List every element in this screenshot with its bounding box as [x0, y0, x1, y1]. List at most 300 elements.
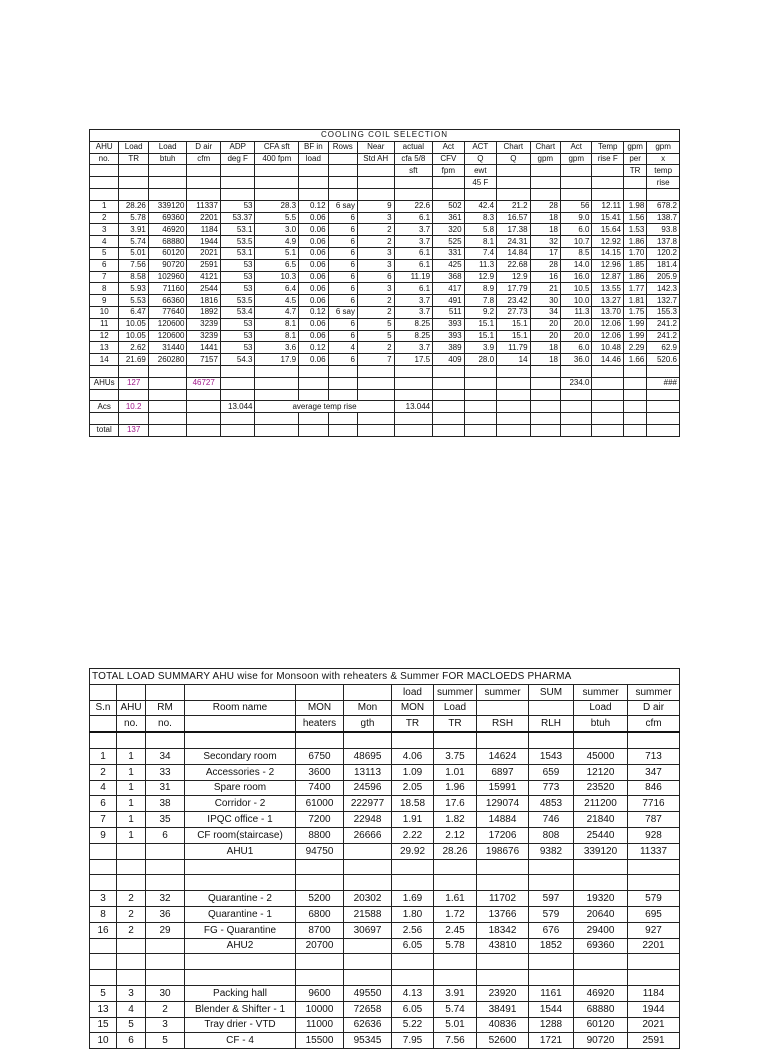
- table-cell: 2: [117, 906, 146, 922]
- table-cell: [119, 389, 148, 401]
- table-cell: 5.22: [392, 1017, 434, 1033]
- table-cell: 5: [90, 985, 117, 1001]
- table-cell: 23520: [574, 780, 628, 796]
- table-cell: 15: [90, 1017, 117, 1033]
- table-cell: 8: [90, 283, 119, 295]
- table-cell: 38491: [477, 1001, 529, 1017]
- table-cell: 137: [119, 424, 148, 436]
- table-cell: 20640: [574, 906, 628, 922]
- table-cell: [328, 424, 357, 436]
- table-cell: 241.2: [647, 330, 680, 342]
- table-cell: 0.06: [299, 295, 328, 307]
- table-cell: 6: [328, 271, 357, 283]
- table-cell: [464, 365, 496, 377]
- table-cell: 14.0: [561, 259, 592, 271]
- table-cell: 2.05: [392, 780, 434, 796]
- table-cell: [433, 365, 464, 377]
- table-cell: [394, 424, 433, 436]
- table-cell: [220, 413, 255, 425]
- table-cell: 1.91: [392, 812, 434, 828]
- table-cell: 14884: [477, 812, 529, 828]
- table-cell: 6: [117, 1033, 146, 1049]
- column-header: Load: [434, 700, 477, 716]
- table-cell: total: [90, 424, 119, 436]
- table-cell: [592, 401, 623, 413]
- table-cell: [647, 413, 680, 425]
- table-cell: 18: [530, 224, 560, 236]
- table-cell: [574, 970, 628, 986]
- table-cell: 0.06: [299, 247, 328, 259]
- table-cell: 53.37: [220, 212, 255, 224]
- table-cell: 1.80: [392, 906, 434, 922]
- table-cell: 10.48: [592, 342, 623, 354]
- table-cell: [146, 875, 185, 891]
- table-cell: 2.22: [392, 827, 434, 843]
- table-cell: 6: [328, 318, 357, 330]
- table-cell: 17.6: [434, 796, 477, 812]
- table-cell: [185, 954, 296, 970]
- table-cell: 20.0: [561, 318, 592, 330]
- table-cell: 525: [433, 236, 464, 248]
- table-cell: [497, 377, 531, 389]
- table-cell: [477, 859, 529, 875]
- table-cell: [623, 365, 646, 377]
- table-cell: 5: [117, 1017, 146, 1033]
- table-cell: [344, 970, 392, 986]
- table-cell: Acs: [90, 401, 119, 413]
- table-cell: 90720: [148, 259, 187, 271]
- table-cell: 6: [328, 295, 357, 307]
- column-header: AHU: [90, 141, 119, 153]
- column-header: btuh: [148, 153, 187, 165]
- table-cell: 15.64: [592, 224, 623, 236]
- column-header: [530, 165, 560, 177]
- table-cell: 1.99: [623, 318, 646, 330]
- table-cell: 8.1: [464, 236, 496, 248]
- ahu-subtotal-row: [90, 843, 680, 859]
- column-header: TR: [434, 716, 477, 732]
- table-cell: 30: [146, 985, 185, 1001]
- table-cell: 6897: [477, 764, 529, 780]
- table-cell: 5.78: [119, 212, 148, 224]
- table-cell: [187, 365, 221, 377]
- table-cell: [434, 732, 477, 748]
- table-cell: 6: [328, 283, 357, 295]
- table-cell: [433, 389, 464, 401]
- table-cell: [529, 732, 574, 748]
- table-cell: 6 say: [328, 200, 357, 212]
- table-cell: [433, 377, 464, 389]
- column-header: [220, 165, 255, 177]
- table-cell: [433, 401, 464, 413]
- table-cell: 71160: [148, 283, 187, 295]
- cooling-data-row: [90, 342, 680, 354]
- table-cell: [433, 188, 464, 200]
- table-cell: 3.0: [255, 224, 299, 236]
- column-header: [357, 165, 394, 177]
- table-cell: 9.2: [464, 306, 496, 318]
- table-cell: 7.8: [464, 295, 496, 307]
- table-cell: 23920: [477, 985, 529, 1001]
- table-cell: [90, 365, 119, 377]
- table-cell: 6.1: [394, 259, 433, 271]
- table-cell: [392, 954, 434, 970]
- column-header: gpm: [623, 141, 646, 153]
- table-cell: [328, 377, 357, 389]
- table-cell: [119, 365, 148, 377]
- column-header: per: [623, 153, 646, 165]
- table-cell: 120600: [148, 330, 187, 342]
- table-cell: [561, 424, 592, 436]
- column-header: [299, 165, 328, 177]
- table-cell: 3.6: [255, 342, 299, 354]
- table-cell: 393: [433, 330, 464, 342]
- table-cell: 5.93: [119, 283, 148, 295]
- table-cell: [464, 377, 496, 389]
- table-cell: [117, 684, 146, 700]
- table-cell: 2.45: [434, 922, 477, 938]
- table-cell: 6: [90, 259, 119, 271]
- column-header: D air: [628, 700, 680, 716]
- table-cell: 0.06: [299, 224, 328, 236]
- table-cell: 5.74: [119, 236, 148, 248]
- table-cell: 18342: [477, 922, 529, 938]
- table-cell: 5.1: [255, 247, 299, 259]
- table-cell: 95345: [344, 1033, 392, 1049]
- table-cell: 579: [529, 906, 574, 922]
- table-cell: 77640: [148, 306, 187, 318]
- table-cell: [623, 377, 646, 389]
- table-cell: 6: [90, 796, 117, 812]
- table-cell: 28.0: [464, 354, 496, 366]
- table-cell: Blender & Shifter - 1: [185, 1001, 296, 1017]
- table-cell: 8.25: [394, 318, 433, 330]
- table-cell: [344, 843, 392, 859]
- table-cell: 8: [90, 906, 117, 922]
- table-cell: [497, 389, 531, 401]
- table-cell: 28.26: [119, 200, 148, 212]
- table-cell: 11: [90, 318, 119, 330]
- table-cell: [90, 843, 117, 859]
- table-cell: 11000: [296, 1017, 344, 1033]
- table-cell: [647, 188, 680, 200]
- table-cell: 32: [530, 236, 560, 248]
- table-cell: 45000: [574, 748, 628, 764]
- column-header: [477, 700, 529, 716]
- table-cell: [628, 970, 680, 986]
- column-header: Load: [119, 141, 148, 153]
- table-cell: 1721: [529, 1033, 574, 1049]
- column-header: TR: [623, 165, 646, 177]
- table-cell: AHUs: [90, 377, 119, 389]
- table-cell: 68880: [148, 236, 187, 248]
- table-cell: 36: [146, 906, 185, 922]
- table-cell: 0.06: [299, 236, 328, 248]
- table-cell: 13.70: [592, 306, 623, 318]
- table-cell: 29: [146, 922, 185, 938]
- table-cell: 511: [433, 306, 464, 318]
- table-cell: [296, 859, 344, 875]
- table-cell: 260280: [148, 354, 187, 366]
- table-cell: [296, 732, 344, 748]
- table-cell: 11.3: [561, 306, 592, 318]
- table-cell: 1.66: [623, 354, 646, 366]
- table-cell: [464, 424, 496, 436]
- table-cell: 211200: [574, 796, 628, 812]
- table-cell: 678.2: [647, 200, 680, 212]
- table-cell: [497, 413, 531, 425]
- table-cell: 28.3: [255, 200, 299, 212]
- summary-data-row: [90, 796, 680, 812]
- column-header: rise F: [592, 153, 623, 165]
- table-cell: [529, 859, 574, 875]
- column-header: AHU: [117, 700, 146, 716]
- table-cell: 13.044: [394, 401, 433, 413]
- table-cell: 36.0: [561, 354, 592, 366]
- table-cell: 11702: [477, 891, 529, 907]
- table-cell: 40836: [477, 1017, 529, 1033]
- cooling-data-row: [90, 247, 680, 259]
- table-cell: [185, 732, 296, 748]
- blank-row: [90, 970, 680, 986]
- table-cell: 15.1: [464, 318, 496, 330]
- table-cell: [529, 875, 574, 891]
- table-cell: 20302: [344, 891, 392, 907]
- blank-row: [90, 365, 680, 377]
- table-cell: 417: [433, 283, 464, 295]
- table-cell: 7: [90, 812, 117, 828]
- table-cell: [392, 732, 434, 748]
- table-cell: 15.41: [592, 212, 623, 224]
- table-cell: [146, 954, 185, 970]
- column-header: CFA sft: [255, 141, 299, 153]
- table-cell: 28: [530, 200, 560, 212]
- table-cell: [148, 413, 187, 425]
- table-cell: 127: [119, 377, 148, 389]
- column-header: [255, 177, 299, 189]
- table-cell: 4.5: [255, 295, 299, 307]
- table-cell: 31440: [148, 342, 187, 354]
- column-header: [185, 716, 296, 732]
- table-cell: [623, 424, 646, 436]
- table-cell: [328, 389, 357, 401]
- table-cell: 2: [357, 295, 394, 307]
- table-cell: [187, 188, 221, 200]
- table-cell: 2: [357, 342, 394, 354]
- table-cell: Corridor - 2: [185, 796, 296, 812]
- table-cell: 132.7: [647, 295, 680, 307]
- table-cell: 48695: [344, 748, 392, 764]
- table-cell: [530, 413, 560, 425]
- table-cell: [299, 413, 328, 425]
- column-header: [90, 716, 117, 732]
- cooling-title: COOLING COIL SELECTION: [90, 130, 680, 142]
- table-cell: 1.96: [434, 780, 477, 796]
- table-cell: [220, 424, 255, 436]
- table-cell: 8.9: [464, 283, 496, 295]
- table-cell: 53: [220, 271, 255, 283]
- table-cell: 787: [628, 812, 680, 828]
- table-cell: 5.01: [434, 1017, 477, 1033]
- table-cell: [464, 413, 496, 425]
- table-cell: [344, 732, 392, 748]
- table-cell: 28: [530, 259, 560, 271]
- column-header: RLH: [529, 716, 574, 732]
- summary-header-row: [90, 716, 680, 732]
- table-cell: 5: [357, 318, 394, 330]
- table-cell: 10.05: [119, 318, 148, 330]
- column-header: ewt: [464, 165, 496, 177]
- table-cell: 5.5: [255, 212, 299, 224]
- table-cell: 13113: [344, 764, 392, 780]
- table-cell: [647, 424, 680, 436]
- table-cell: [90, 875, 117, 891]
- table-cell: [497, 424, 531, 436]
- table-cell: 29.92: [392, 843, 434, 859]
- column-header: cfm: [628, 716, 680, 732]
- table-cell: [146, 843, 185, 859]
- table-cell: 25440: [574, 827, 628, 843]
- table-cell: [394, 413, 433, 425]
- table-cell: AHU2: [185, 938, 296, 954]
- table-cell: summer: [628, 684, 680, 700]
- cooling-data-row: [90, 200, 680, 212]
- table-cell: FG - Quarantine: [185, 922, 296, 938]
- table-cell: 676: [529, 922, 574, 938]
- table-cell: IPQC office - 1: [185, 812, 296, 828]
- table-cell: 7.4: [464, 247, 496, 259]
- table-cell: [592, 365, 623, 377]
- column-header: BF in: [299, 141, 328, 153]
- column-header: S.n: [90, 700, 117, 716]
- table-cell: 1: [117, 812, 146, 828]
- table-cell: 18: [530, 354, 560, 366]
- table-cell: 1816: [187, 295, 221, 307]
- blank-row: [90, 413, 680, 425]
- table-cell: 15.1: [497, 330, 531, 342]
- table-cell: 46920: [148, 224, 187, 236]
- table-cell: 16: [90, 922, 117, 938]
- table-cell: 24596: [344, 780, 392, 796]
- table-cell: [434, 859, 477, 875]
- table-cell: 52600: [477, 1033, 529, 1049]
- table-cell: 72658: [344, 1001, 392, 1017]
- column-header: rise: [647, 177, 680, 189]
- table-cell: 3.7: [394, 306, 433, 318]
- table-cell: 3.91: [119, 224, 148, 236]
- table-cell: 8700: [296, 922, 344, 938]
- table-cell: 120.2: [647, 247, 680, 259]
- table-cell: 198676: [477, 843, 529, 859]
- table-cell: 520.6: [647, 354, 680, 366]
- table-cell: 15500: [296, 1033, 344, 1049]
- table-cell: [497, 365, 531, 377]
- table-cell: 3.7: [394, 342, 433, 354]
- cooling-header-row: [90, 177, 680, 189]
- table-cell: 16.57: [497, 212, 531, 224]
- table-cell: 0.06: [299, 259, 328, 271]
- table-cell: 3.7: [394, 224, 433, 236]
- summary-data-row: [90, 906, 680, 922]
- table-cell: 4: [117, 1001, 146, 1017]
- table-cell: [433, 424, 464, 436]
- table-cell: 6: [357, 271, 394, 283]
- table-cell: 46727: [187, 377, 221, 389]
- table-cell: 15.1: [497, 318, 531, 330]
- table-cell: [185, 970, 296, 986]
- table-cell: 1944: [187, 236, 221, 248]
- column-header: [299, 177, 328, 189]
- table-cell: 3.91: [434, 985, 477, 1001]
- blank-row: [90, 188, 680, 200]
- table-cell: [561, 401, 592, 413]
- table-cell: 22948: [344, 812, 392, 828]
- table-cell: 22.68: [497, 259, 531, 271]
- table-cell: ###: [647, 377, 680, 389]
- table-cell: 0.12: [299, 200, 328, 212]
- table-cell: 6: [328, 224, 357, 236]
- table-cell: 34: [146, 748, 185, 764]
- table-cell: [344, 938, 392, 954]
- table-cell: 13: [90, 1001, 117, 1017]
- table-cell: summer: [574, 684, 628, 700]
- table-cell: [623, 401, 646, 413]
- cooling-header-row: [90, 141, 680, 153]
- table-cell: [394, 377, 433, 389]
- table-cell: 2: [357, 306, 394, 318]
- table-cell: [185, 859, 296, 875]
- table-cell: [299, 377, 328, 389]
- column-header: ACT: [464, 141, 496, 153]
- column-header: 45 F: [464, 177, 496, 189]
- summary-data-row: [90, 1017, 680, 1033]
- table-cell: [434, 875, 477, 891]
- column-header: [561, 165, 592, 177]
- table-cell: [344, 875, 392, 891]
- table-cell: 3: [90, 224, 119, 236]
- table-cell: summer: [434, 684, 477, 700]
- table-cell: SUM: [529, 684, 574, 700]
- table-cell: 12.96: [592, 259, 623, 271]
- table-cell: 502: [433, 200, 464, 212]
- column-header: Q: [464, 153, 496, 165]
- table-cell: 5.53: [119, 295, 148, 307]
- table-cell: 4853: [529, 796, 574, 812]
- table-cell: 53: [220, 283, 255, 295]
- table-cell: [529, 954, 574, 970]
- column-header: CFV: [433, 153, 464, 165]
- table-cell: 1161: [529, 985, 574, 1001]
- table-cell: 16: [530, 271, 560, 283]
- table-cell: [592, 188, 623, 200]
- table-cell: 62.9: [647, 342, 680, 354]
- table-cell: [90, 938, 117, 954]
- table-cell: 20700: [296, 938, 344, 954]
- table-cell: 22.6: [394, 200, 433, 212]
- summary-data-row: [90, 985, 680, 1001]
- table-cell: 1.86: [623, 271, 646, 283]
- table-cell: 1.72: [434, 906, 477, 922]
- table-cell: [148, 365, 187, 377]
- cooling-header-row: [90, 165, 680, 177]
- column-header: MON: [392, 700, 434, 716]
- table-cell: [117, 859, 146, 875]
- table-cell: 746: [529, 812, 574, 828]
- table-cell: 7: [90, 271, 119, 283]
- table-cell: 1184: [187, 224, 221, 236]
- table-cell: 0.06: [299, 330, 328, 342]
- summary-title: TOTAL LOAD SUMMARY AHU wise for Monsoon with reheaters & Summer FOR MACLOEDS PHARMA: [90, 669, 680, 685]
